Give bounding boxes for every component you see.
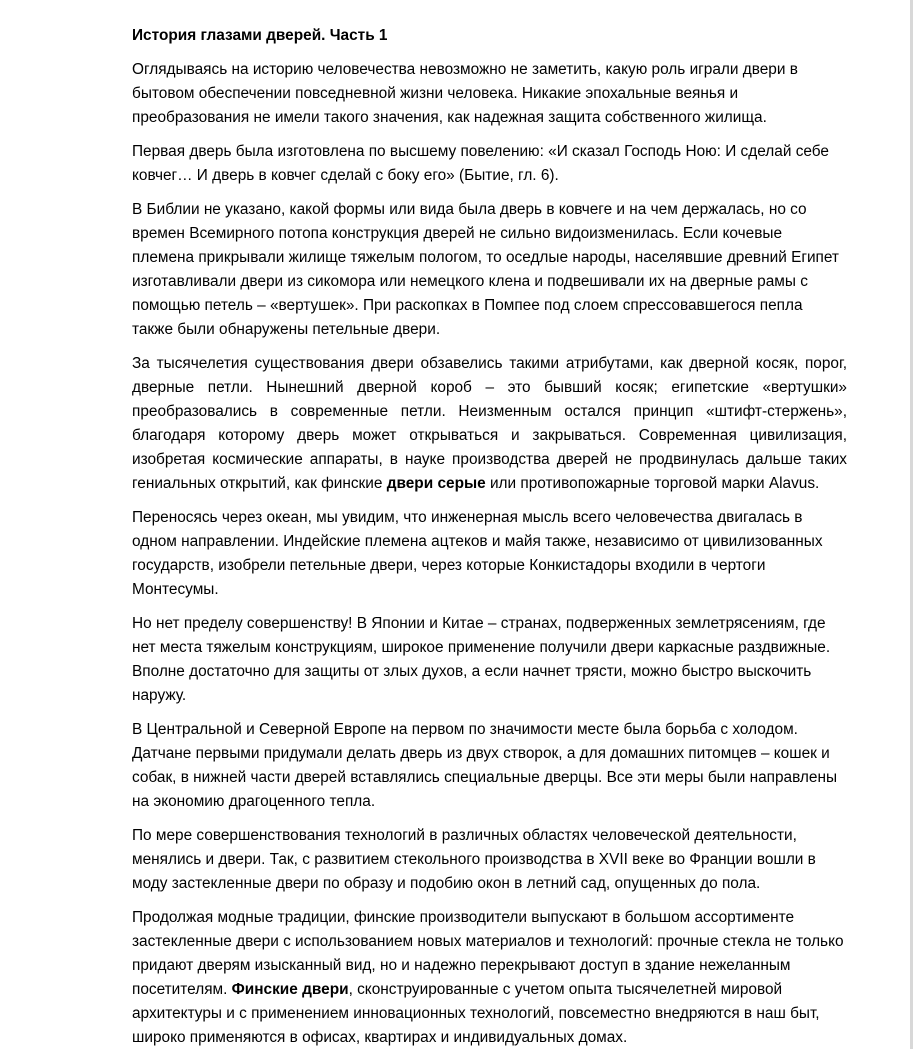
paragraph-finnish — [132, 906, 847, 1050]
link-finnish-doors[interactable]: Финские двери — [231, 981, 349, 998]
paragraph-attributes-text-end: или противопожарные торговой марки Alavus. — [485, 475, 820, 492]
paragraph-finnish-text: Продолжая модные традиции, финские производители выпускают в большом ассортименте застекленные двери с использованием новых материалов и технологий: прочные стекла не только придают дверям изысканный вид, но и надежно перекрывают доступ в здание нежеланным посетителям. — [132, 909, 844, 998]
paragraph-attributes — [132, 352, 847, 496]
paragraph-europe: В Центральной и Северной Европе на первом по значимости месте была борьба с холодом. Датчане первыми придумали делать дверь из двух створок, а для домашних питомцев – кошек и собак, в нижней части дверей вставлялись специальные дверцы. Все эти меры были направлены на экономию драгоценного тепла. — [132, 721, 838, 810]
paragraph-intro: Оглядываясь на историю человечества невозможно не заметить, какую роль играли двери в бытовом обеспечении повседневной жизни человека. Никакие эпохальные веянья и преобразования не имели такого значения, как надежная защита собственного жилища. — [132, 61, 798, 126]
paragraph-bible: В Библии не указано, какой формы или вида была дверь в ковчеге и на чем держалась, но со времен Всемирного потопа конструкция дверей не сильно видоизменилась. Если кочевые племена прикрывали жилище тяжелым пологом, то оседлые народы, населявшие древний Египет изготавливали двери из сикомора или немецкого клена и подвешивали их на дверные рамы с помощью петель – «вертушек». При раскопках в Помпее под слоем спрессовавшегося пепла также были обнаружены петельные двери. — [132, 201, 839, 338]
paragraph-first-door: Первая дверь была изготовлена по высшему повелению: «И сказал Господь Ною: И сделай себе ковчег… И дверь в ковчег сделай с боку его» (Бытие, гл. 6). — [132, 143, 829, 184]
paragraph-japan-china: Но нет пределу совершенству! В Японии и Китае – странах, подверженных землетрясениям, где нет места тяжелым конструкциям, широкое применение получили двери каркасные раздвижные. Вполне достаточно для защиты от злых духов, а если начнет трясти, можно быстро выскочить наружу. — [132, 615, 831, 704]
paragraph-ocean: Переносясь через океан, мы увидим, что инженерная мысль всего человечества двигалась в одном направлении. Индейские племена ацтеков и майя также, независимо от цивилизованных государств, изобрели петельные двери, через которые Конкистадоры входили в чертоги Монтесумы. — [132, 509, 823, 598]
link-grey-doors[interactable]: двери серые — [386, 475, 486, 492]
paragraph-glass: По мере совершенствования технологий в различных областях человеческой деятельности, менялись и двери. Так, с развитием стекольного производства в XVII веке во Франции вошли в моду застекленные двери по образу и подобию окон в летний сад, опущенных до пола. — [132, 827, 816, 892]
document-title: История глазами дверей. Часть 1 — [132, 27, 388, 44]
document-body — [132, 24, 847, 1060]
paragraph-finnish-text-end: , сконструированные с учетом опыта тысячелетней мировой архитектуры и с применением инновационных технологий, повсеместно внедряются в наш быт, широко применяются в офисах, квартирах и индивидуальных домах. — [132, 981, 820, 1046]
paragraph-attributes-text: За тысячелетия существования двери обзавелись такими атрибутами, как дверной косяк, порог, дверные петли. Нынешний дверной короб – это бывший косяк; египетские «вертушки» преобразовались в современные петли. Неизменным остался принцип «штифт-стержень», благодаря которому дверь может открываться и закрываться. Современная цивилизация, изобретая космические аппараты, в науке производства дверей не продвинулась дальше таких гениальных открытий, как финские — [132, 355, 847, 492]
